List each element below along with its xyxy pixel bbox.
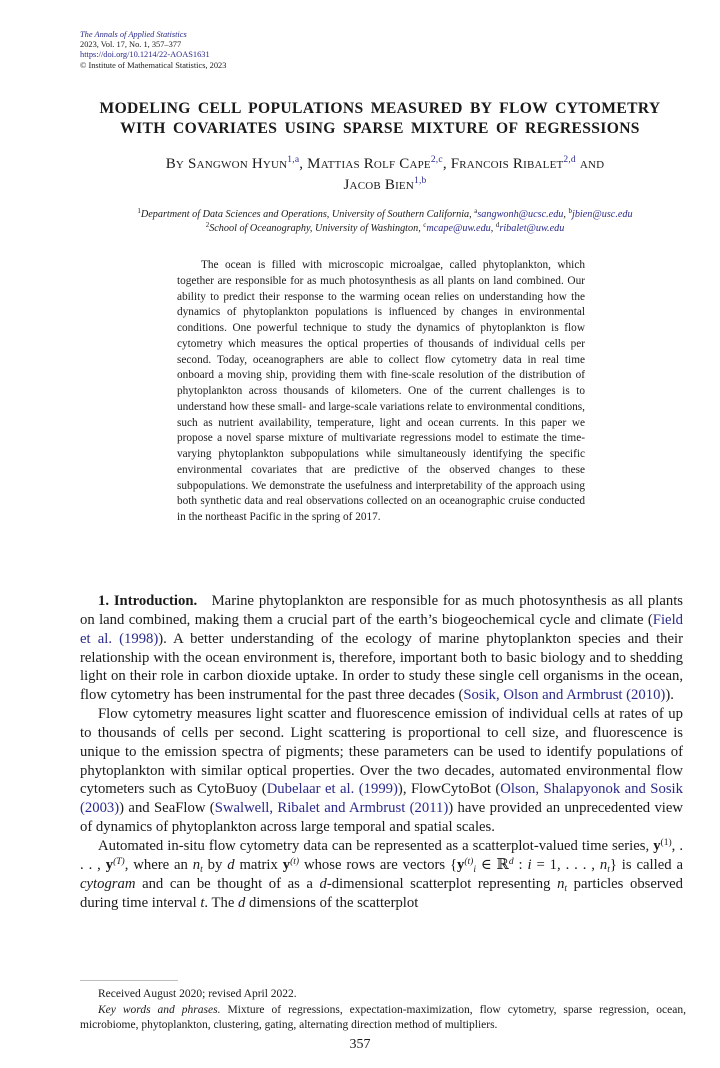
author-name: Mattias Rolf Cape bbox=[307, 156, 431, 172]
author-affil-marker[interactable]: 1,a bbox=[287, 155, 300, 165]
author-name: Sangwon Hyun bbox=[188, 156, 288, 172]
keywords-list: Mixture of regressions, expectation-maximization, flow cytometry, sparse regression, ocean, microbiome, phytoplankton, clustering, gating, alternating direction method of multipliers. bbox=[80, 1003, 686, 1032]
citation-link[interactable]: Sosik, Olson and Armbrust (2010) bbox=[463, 687, 666, 704]
paragraph: 1. Introduction. Marine phytoplankton are responsible for as much photosynthesis as all plants on land combined, making them a crucial part of the earth’s biogeochemical cycle and climate (Field et al. (1998)). A better understanding of the ecology of marine phytoplankton species and their relationship with the ocean environment is, therefore, important both to basic biology and to shedding light on their role in carbon dioxide uptake. In order to study these single cell organisms in the ocean, flow cytometry has been instrumental for the past three decades (Sosik, Olson and Armbrust (2010)). bbox=[80, 593, 683, 704]
author-affil-marker[interactable]: 2,c bbox=[430, 155, 443, 165]
citation-link[interactable]: Field et al. (1998) bbox=[80, 611, 683, 647]
author-name: Francois Ribalet bbox=[450, 156, 564, 172]
author-affil-marker[interactable]: 1,b bbox=[414, 176, 427, 186]
email-link[interactable]: ribalet@uw.edu bbox=[499, 223, 565, 234]
footnote-divider bbox=[80, 980, 178, 981]
email-link[interactable]: jbien@usc.edu bbox=[572, 209, 633, 220]
affiliation-2: $^2$School of Oceanography, University of Washington, $^c$mcape@uw.edu, $^d$ribalet@uw.edu bbox=[205, 221, 565, 234]
affiliations bbox=[70, 208, 700, 236]
citation-link[interactable]: Swalwell, Ribalet and Armbrust (2011) bbox=[214, 800, 449, 817]
doi-link[interactable]: https://doi.org/10.1214/22-AOAS1631 bbox=[80, 50, 210, 60]
citation-link[interactable]: Olson, Shalapyonok and Sosik (2003) bbox=[80, 781, 683, 817]
paragraph: Automated in-situ flow cytometry data can be represented as a scatterplot-valued time series, $y^{(1)}$, . . . , $y^{(T)}$, where an $n_t$ by d matrix $y^{(t)}$ whose rows are vectors {$y^{(t)}_i$ ∈ ℝ$^d$ : i = 1, . . . , $n_t$} is called a cytogram and can be thought of as a d-dimensional scatterplot representing $n_t$ particles observed during time interval t. The d dimensions of the scatterplot bbox=[80, 837, 683, 911]
email-link[interactable]: mcape@uw.edu bbox=[426, 223, 491, 234]
author-prefix: By bbox=[165, 156, 185, 172]
received-dates: Received August 2020; revised April 2022. bbox=[98, 988, 297, 1000]
author-name: Jacob Bien bbox=[343, 177, 414, 193]
journal-header bbox=[80, 30, 226, 71]
keywords-label: Key words and phrases. bbox=[98, 1003, 221, 1016]
introduction-section bbox=[80, 592, 683, 912]
footnotes bbox=[80, 987, 686, 1034]
paragraph: Flow cytometry measures light scatter and fluorescence emission of individual cells at rates of up to thousands of cells per second. Light scattering is proportional to cell size, and fluorescence is unique to the emission spectra of pigments; these parameters can be used to identify populations of phytoplankton with similar optical properties. Over the two decades, automated environmental flow cytometers such as CytoBuoy (Dubelaar et al. (1999)), FlowCytoBot (Olson, Shalapyonok and Sosik (2003)) and SeaFlow (Swalwell, Ribalet and Armbrust (2011)) have provided an unprecedented view of dynamics of phytoplankton across large temporal and spatial scales. bbox=[80, 706, 684, 836]
title-line-1: MODELING CELL POPULATIONS MEASURED BY FLOW CYTOMETRY bbox=[99, 100, 661, 117]
email-link[interactable]: sangwonh@ucsc.edu bbox=[477, 209, 564, 220]
citation-link[interactable]: Dubelaar et al. (1999) bbox=[266, 781, 398, 798]
affiliation-1: $^1$Department of Data Sciences and Operations, University of Southern California, $^a$sangwonh@ucsc.edu, $^b$jbien@usc.edu bbox=[137, 207, 633, 220]
author-list: By Sangwon Hyun$^{1,a}$, Mattias Rolf Cape$^{2,c}$, Francois Ribalet$^{2,d}$ and Jacob Bien$^{1,b}$ bbox=[165, 155, 605, 193]
author-affil-marker[interactable]: 2,d bbox=[563, 155, 576, 165]
title-line-2: WITH COVARIATES USING SPARSE MIXTURE OF REGRESSIONS bbox=[120, 120, 640, 137]
page-number: 357 bbox=[349, 1037, 371, 1052]
paper-title bbox=[60, 99, 700, 139]
section-heading: 1. Introduction. bbox=[98, 593, 198, 609]
volume-info: 2023, Vol. 17, No. 1, 357–377 bbox=[80, 40, 182, 50]
copyright-notice: © Institute of Mathematical Statistics, 2023 bbox=[80, 60, 227, 70]
keywords bbox=[80, 1003, 686, 1034]
abstract: The ocean is filled with microscopic microalgae, called phytoplankton, which together are responsible for as much photosynthesis as all plants on land combined. Our ability to predict their response to the warming ocean relies on understanding how the dynamics of phytoplankton populations is influenced by changes in environmental conditions. One powerful technique to study the dynamics of phytoplankton is flow cytometry which measures the optical properties of thousands of individual cells per second. Today, oceanographers are able to collect flow cytometry data in real time onboard a moving ship, providing them with fine-scale resolution of the distribution of phytoplankton across thousands of kilometers. One of the current challenges is to understand how these small- and large-scale variations relate to environmental conditions, such as nutrient availability, temperature, light and ocean currents. In this paper we propose a novel sparse mixture of multivariate regressions model to estimate the time-varying phytoplankton subpopulations while simultaneously identifying the specific environmental covariates that are predictive of the observed changes to these subpopulations. We demonstrate the usefulness and interpretability of the approach using both synthetic data and real observations collected on an oceanographic cruise conducted in the northeast Pacific in the spring of 2017. bbox=[177, 259, 585, 523]
journal-name[interactable]: The Annals of Applied Statistics bbox=[80, 30, 187, 39]
